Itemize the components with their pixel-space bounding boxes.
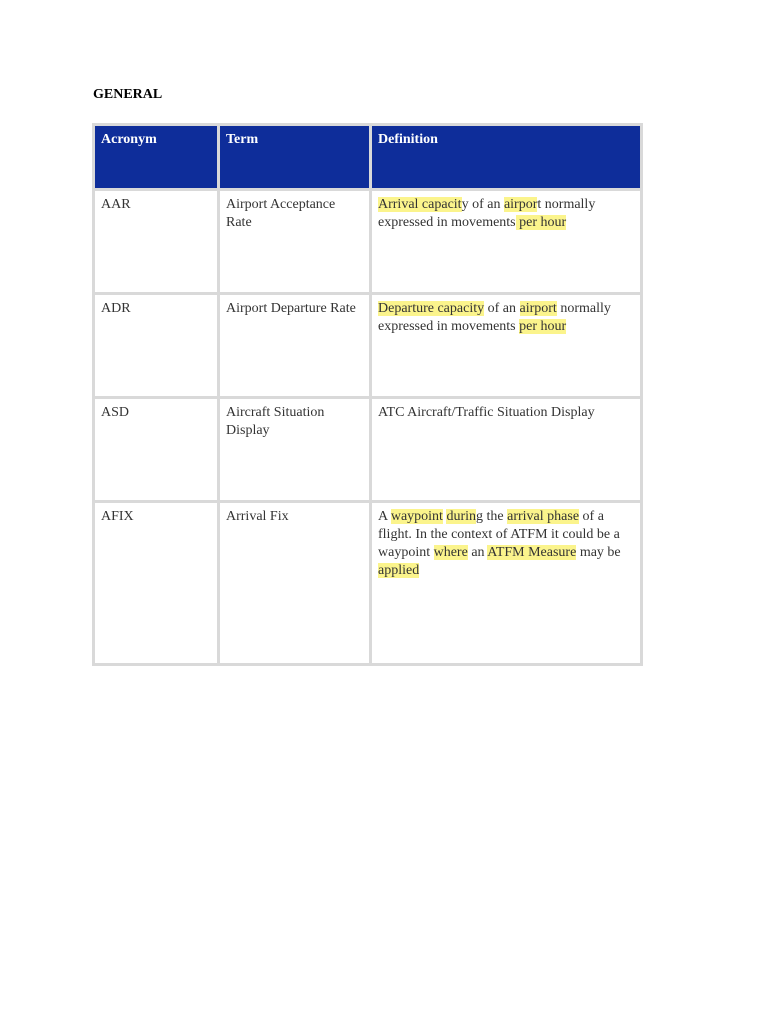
table-header-row	[94, 125, 642, 190]
term-cell: Airport Departure Rate	[219, 294, 371, 398]
column-header-definition: Definition	[371, 125, 642, 190]
glossary-table	[92, 123, 643, 666]
acronym-cell: ASD	[94, 398, 219, 502]
column-header-acronym: Acronym	[94, 125, 219, 190]
highlighted-text: durin	[446, 509, 477, 524]
definition-text: t normally expressed in movements	[378, 197, 596, 230]
definition-text: of an	[484, 301, 520, 316]
definition-text: of a flight. In the context of ATFM it could be a waypoint	[378, 509, 620, 560]
highlighted-text: ATFM Measure	[487, 545, 577, 560]
definition-text: an	[467, 545, 488, 560]
table-header	[94, 125, 642, 190]
highlighted-text: airport	[519, 301, 557, 316]
table-row	[94, 398, 642, 502]
definition-cell	[371, 190, 642, 294]
highlighted-text: Departure capacity	[378, 301, 485, 316]
definition-text: g the	[476, 509, 508, 524]
acronym-cell: AAR	[94, 190, 219, 294]
term-cell: Arrival Fix	[219, 502, 371, 665]
definition-text: normally expressed in movements	[378, 301, 611, 334]
table-row	[94, 502, 642, 665]
definition-text: A	[378, 509, 391, 524]
highlighted-text: applied	[378, 563, 420, 578]
column-header-term: Term	[219, 125, 371, 190]
highlighted-text: Arrival capacit	[378, 197, 462, 212]
table-row	[94, 190, 642, 294]
highlighted-text: airpor	[503, 197, 538, 212]
definition-cell	[371, 502, 642, 665]
definition-text: may be	[576, 545, 621, 560]
highlighted-text: per hour	[519, 319, 567, 334]
definition-cell	[371, 398, 642, 502]
highlighted-text: where	[433, 545, 468, 560]
acronym-cell: AFIX	[94, 502, 219, 665]
acronym-cell: ADR	[94, 294, 219, 398]
definition-text: y of an	[461, 197, 504, 212]
definition-text: ATC Aircraft/Traffic Situation Display	[378, 405, 595, 420]
highlighted-text: waypoint	[390, 509, 443, 524]
table-row	[94, 294, 642, 398]
section-heading: GENERAL	[93, 87, 163, 102]
definition-cell	[371, 294, 642, 398]
table-body	[94, 190, 642, 665]
highlighted-text: per hour	[515, 215, 567, 230]
term-cell: Airport Acceptance Rate	[219, 190, 371, 294]
highlighted-text: arrival phase	[507, 509, 580, 524]
term-cell: Aircraft Situation Display	[219, 398, 371, 502]
